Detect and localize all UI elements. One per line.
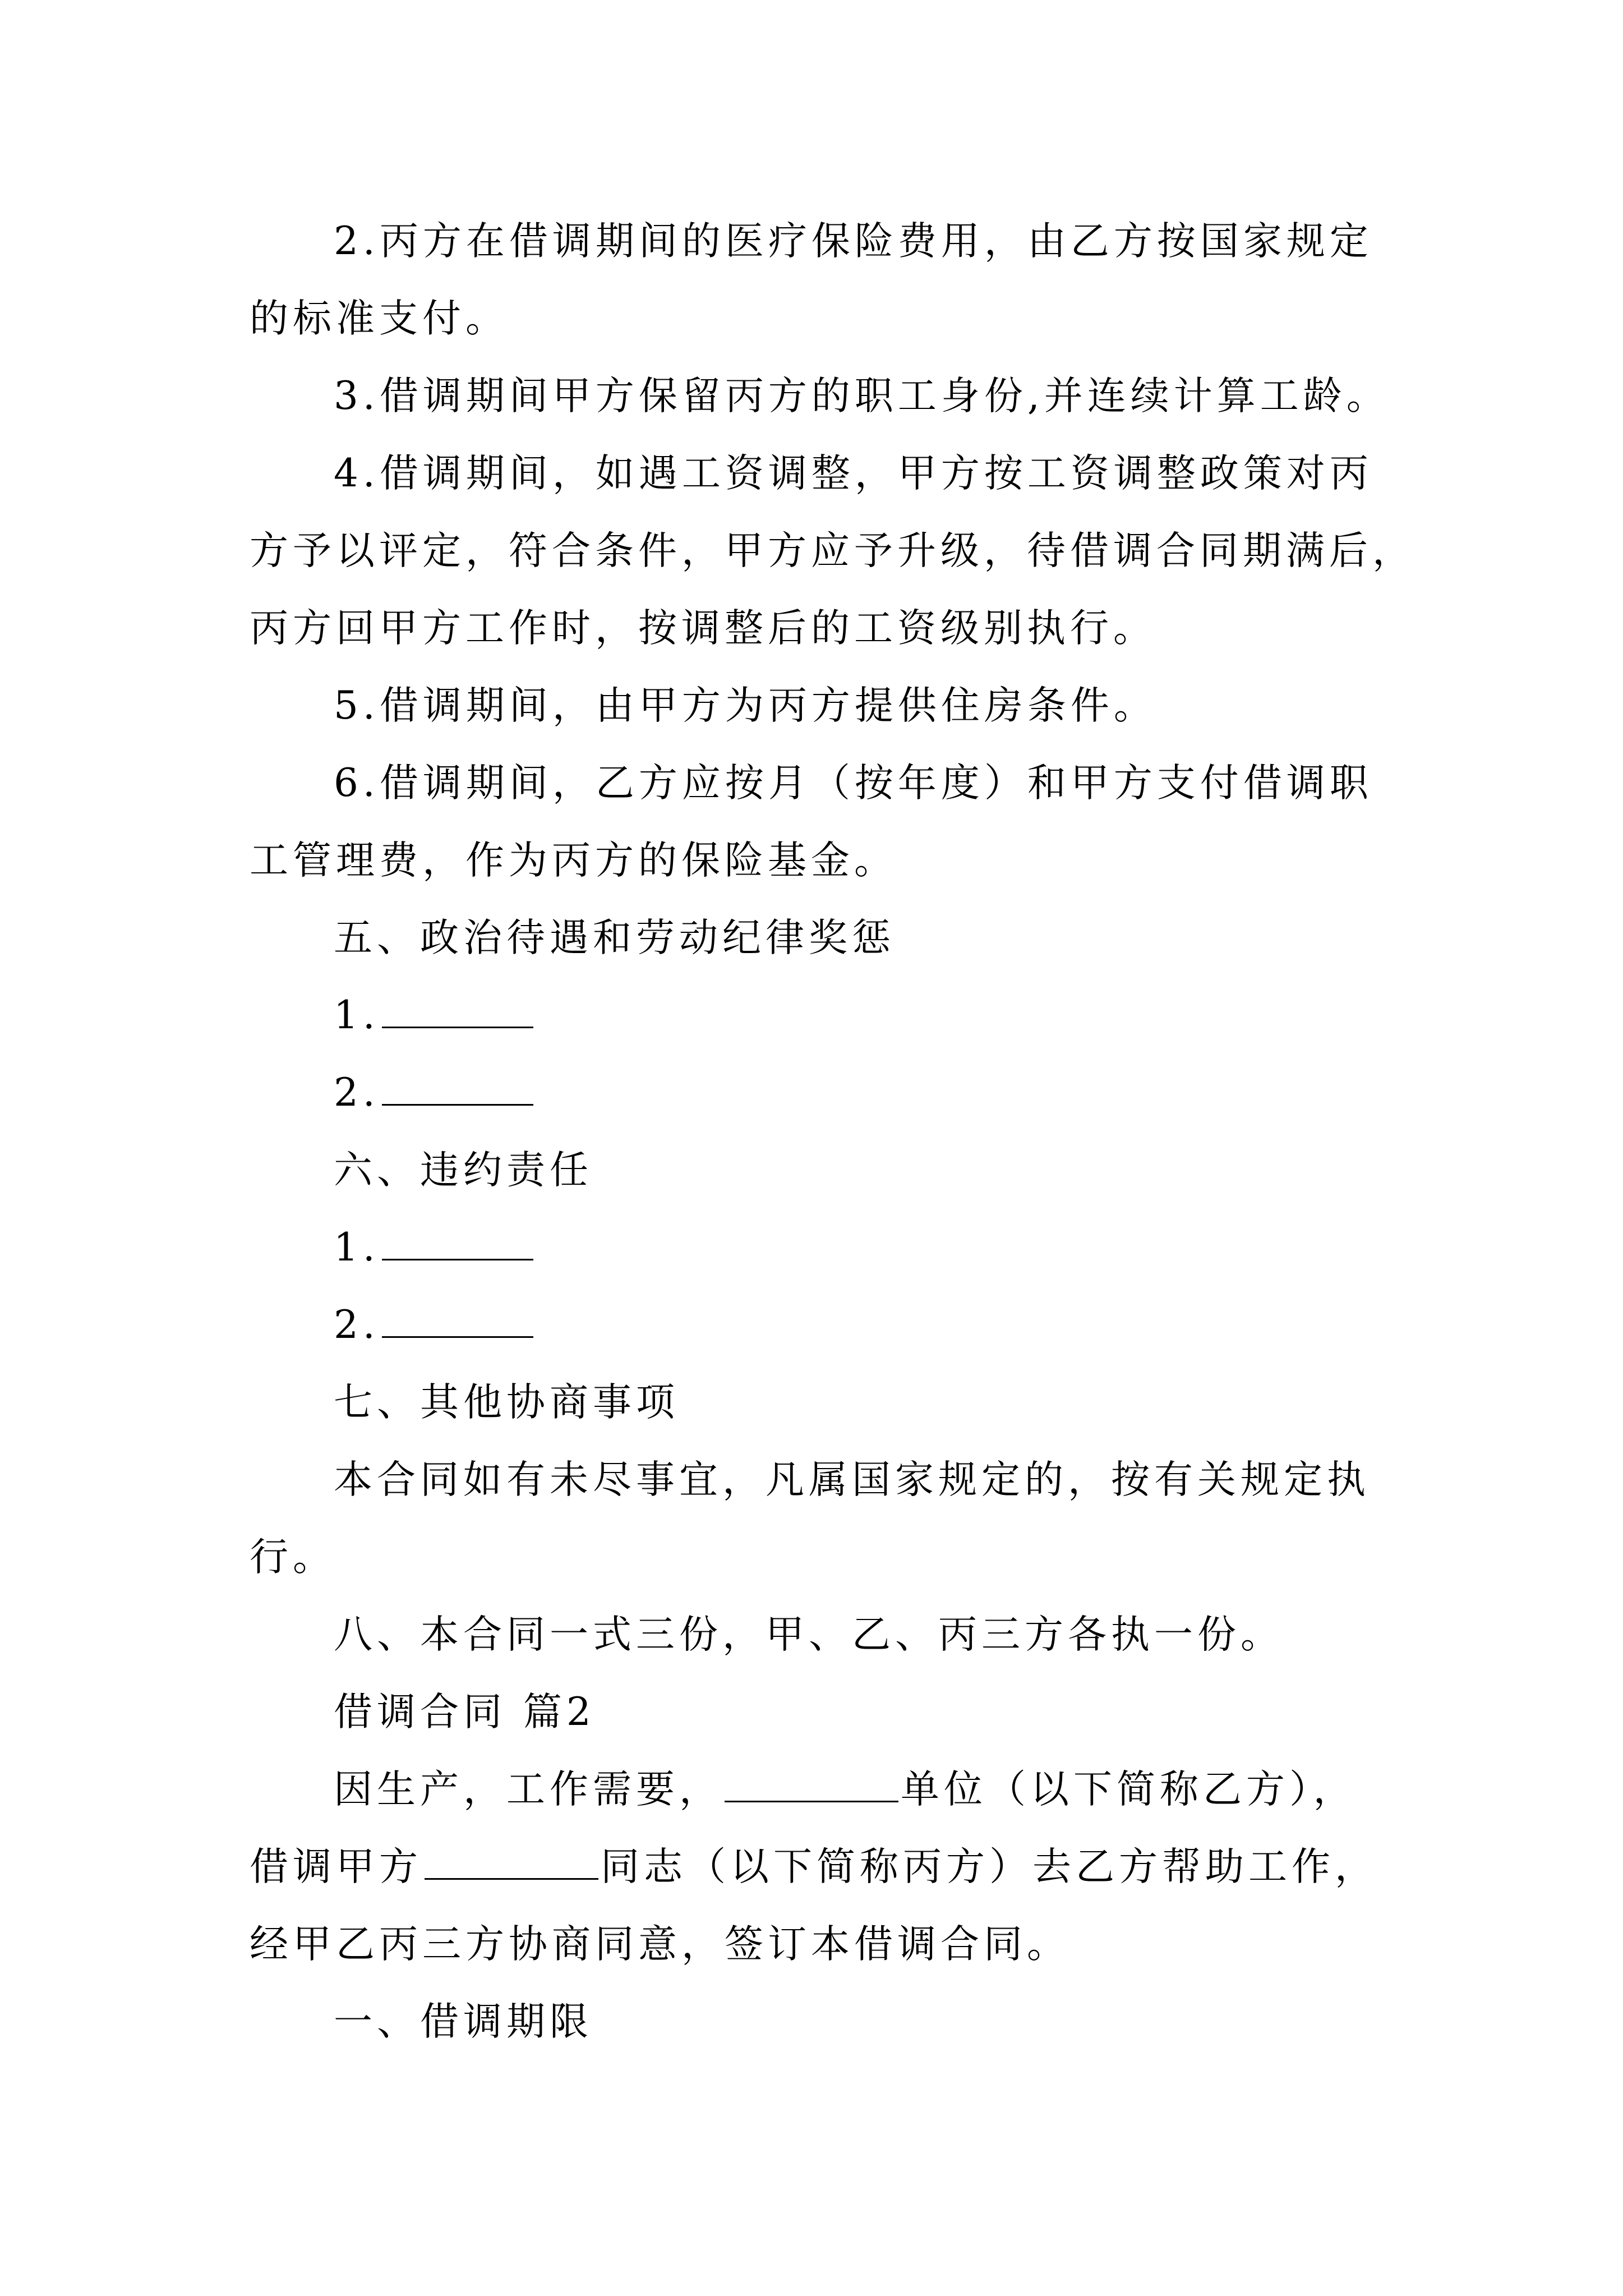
blank-line xyxy=(382,1069,533,1106)
section-heading: 一、借调期限 xyxy=(334,1999,593,2044)
numbered-item xyxy=(334,1291,536,1359)
section-heading: 六、违约责任 xyxy=(334,1148,593,1193)
paragraph-line xyxy=(334,1756,1357,1823)
paragraph-line: 2.丙方在借调期间的医疗保险费用，由乙方按国家规定 xyxy=(334,219,1373,264)
paragraph-line xyxy=(250,1833,1378,1901)
numbered-item xyxy=(334,1214,536,1281)
item-number: 1. xyxy=(334,993,380,1038)
paragraph-line: 的标准支付。 xyxy=(250,296,509,341)
text-segment: 单位（以下简称乙方）， xyxy=(901,1767,1357,1812)
blank-line xyxy=(725,1766,898,1802)
text-segment: 借调甲方 xyxy=(250,1844,422,1889)
paragraph-line: 方予以评定，符合条件，甲方应予升级，待借调合同期满后， xyxy=(250,528,1415,573)
section-heading: 八、本合同一式三份，甲、乙、丙三方各执一份。 xyxy=(334,1612,1284,1657)
blank-line xyxy=(425,1843,598,1880)
blank-line xyxy=(382,992,533,1028)
item-number: 2. xyxy=(334,1303,380,1347)
paragraph-line: 经甲乙丙三方协商同意，签订本借调合同。 xyxy=(250,1922,1070,1967)
paragraph-line: 丙方回甲方工作时，按调整后的工资级别执行。 xyxy=(250,606,1156,651)
paragraph-line: 3.借调期间甲方保留丙方的职工身份,并连续计算工龄。 xyxy=(334,374,1390,418)
paragraph-line: 6.借调期间，乙方应按月（按年度）和甲方支付借调职 xyxy=(334,761,1373,806)
text-segment: 同志（以下简称丙方）去乙方帮助工作， xyxy=(601,1844,1378,1889)
blank-line xyxy=(382,1224,533,1260)
item-number: 2. xyxy=(334,1070,380,1115)
paragraph-line: 本合同如有未尽事宜，凡属国家规定的，按有关规定执 xyxy=(334,1457,1370,1502)
paragraph-line: 4.借调期间，如遇工资调整，甲方按工资调整政策对丙 xyxy=(334,451,1373,496)
document-title: 借调合同 篇2 xyxy=(334,1690,596,1734)
numbered-item xyxy=(334,982,536,1049)
text-segment: 因生产，工作需要， xyxy=(334,1767,722,1812)
paragraph-line: 工管理费，作为丙方的保险基金。 xyxy=(250,838,897,883)
section-heading: 五、政治待遇和劳动纪律奖惩 xyxy=(334,915,895,960)
section-heading: 七、其他协商事项 xyxy=(334,1380,679,1425)
paragraph-line: 行。 xyxy=(250,1535,336,1580)
blank-line xyxy=(382,1301,533,1338)
item-number: 1. xyxy=(334,1225,380,1270)
numbered-item xyxy=(334,1059,536,1126)
paragraph-line: 5.借调期间，由甲方为丙方提供住房条件。 xyxy=(334,683,1157,728)
